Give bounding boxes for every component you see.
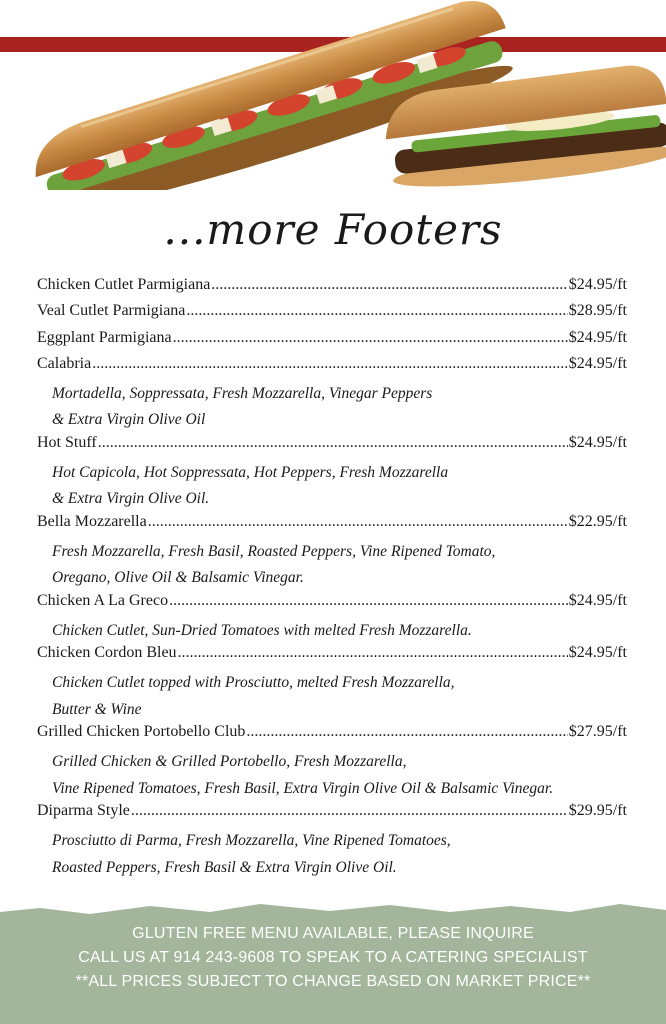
- menu-item-price: $27.95/ft: [568, 723, 627, 741]
- menu-item: [37, 513, 627, 539]
- dot-leader: [92, 355, 568, 373]
- menu-item: [37, 302, 627, 328]
- menu-item-price: $24.95/ft: [568, 591, 627, 609]
- menu-item-price: $28.95/ft: [568, 302, 627, 320]
- dot-leader: [131, 802, 568, 820]
- menu-item-description: Hot Capicola, Hot Soppressata, Hot Peppers, Fresh Mozzarella: [52, 464, 449, 482]
- menu-item-description: Fresh Mozzarella, Fresh Basil, Roasted Peppers, Vine Ripened Tomato,: [52, 542, 496, 560]
- menu-item-description: & Extra Virgin Olive Oil: [52, 411, 206, 429]
- dot-leader: [98, 434, 568, 452]
- menu-item-name: Bella Mozzarella: [37, 512, 147, 530]
- menu-item: [37, 592, 627, 618]
- menu-item-description: Grilled Chicken & Grilled Portobello, Fresh Mozzarella,: [52, 753, 407, 771]
- menu-item-description: Mortadella, Soppressata, Fresh Mozzarella, Vinegar Peppers: [52, 385, 433, 403]
- menu-item-description: Prosciutto di Parma, Fresh Mozzarella, Vine Ripened Tomatoes,: [52, 832, 451, 850]
- dot-leader: [246, 723, 567, 741]
- footer-text: [0, 922, 666, 994]
- menu-item-price: $24.95/ft: [568, 354, 627, 372]
- menu-item-price: $24.95/ft: [568, 328, 627, 346]
- menu-item-description: Oregano, Olive Oil & Balsamic Vinegar.: [52, 569, 304, 587]
- menu-item: [37, 434, 627, 460]
- menu-item-name: Diparma Style: [37, 801, 130, 819]
- footer-price-disclaimer: **ALL PRICES SUBJECT TO CHANGE BASED ON MARKET PRICE**: [75, 973, 591, 990]
- menu-item-name: Hot Stuff: [37, 433, 97, 451]
- menu-item-price: $24.95/ft: [568, 644, 627, 662]
- menu-item-price: $22.95/ft: [568, 512, 627, 530]
- menu-item-name: Eggplant Parmigiana: [37, 328, 172, 346]
- menu-item-name: Chicken Cordon Bleu: [37, 644, 177, 662]
- menu-item-price: $24.95/ft: [568, 276, 627, 293]
- menu-item-price: $29.95/ft: [568, 801, 627, 819]
- menu-item-description: Chicken Cutlet, Sun-Dried Tomatoes with melted Fresh Mozzarella.: [52, 621, 472, 639]
- menu-item: [37, 723, 627, 749]
- menu-item-name: Chicken A La Greco: [37, 591, 169, 609]
- menu-item: [37, 276, 627, 302]
- hot-sandwich-image: [380, 55, 666, 195]
- menu-item-price: $24.95/ft: [568, 433, 627, 451]
- menu-item-description: Roasted Peppers, Fresh Basil & Extra Virgin Olive Oil.: [52, 858, 397, 876]
- dot-leader: [186, 302, 567, 320]
- menu-item: [37, 802, 627, 828]
- menu-item-description: Butter & Wine: [52, 700, 142, 718]
- dot-leader: [178, 644, 568, 662]
- menu-item: [37, 355, 627, 381]
- dot-leader: [173, 329, 568, 347]
- menu-list: [37, 276, 627, 881]
- menu-item-name: Calabria: [37, 354, 92, 372]
- menu-item-name: Veal Cutlet Parmigiana: [37, 302, 186, 320]
- menu-item-name: Grilled Chicken Portobello Club: [37, 723, 246, 741]
- footer-catering-phone: CALL US AT 914 243-9608 TO SPEAK TO A CATERING SPECIALIST: [78, 949, 588, 966]
- footer-gluten-free-note: GLUTEN FREE MENU AVAILABLE, PLEASE INQUIRE: [132, 925, 534, 942]
- page-title: ...more Footers: [163, 205, 503, 254]
- dot-leader: [148, 513, 568, 531]
- menu-item: [37, 644, 627, 670]
- dot-leader: [169, 592, 568, 610]
- menu-item: [37, 329, 627, 355]
- menu-item-name: Chicken Cutlet Parmigiana: [37, 276, 211, 293]
- menu-item-description: & Extra Virgin Olive Oil.: [52, 490, 210, 508]
- menu-item-description: Vine Ripened Tomatoes, Fresh Basil, Extra Virgin Olive Oil & Balsamic Vinegar.: [52, 779, 554, 797]
- menu-item-description: Chicken Cutlet topped with Prosciutto, melted Fresh Mozzarella,: [52, 674, 455, 692]
- dot-leader: [211, 276, 567, 294]
